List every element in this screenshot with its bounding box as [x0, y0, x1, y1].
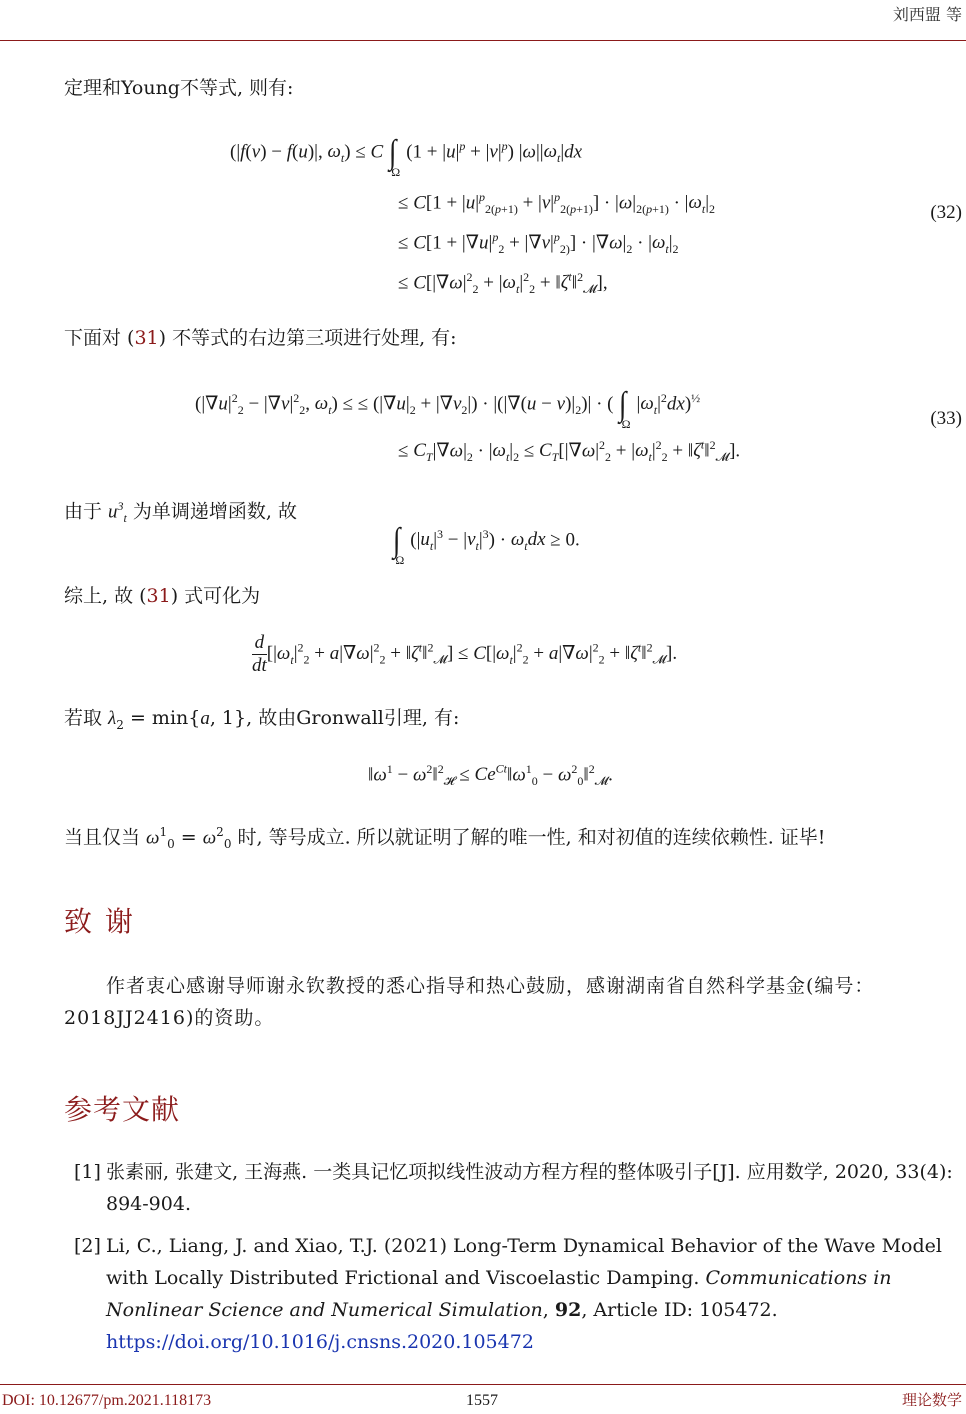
reference-doi-link[interactable]: https://doi.org/10.1016/j.cnsns.2020.105472 — [106, 1331, 534, 1353]
equation-33 — [0, 372, 966, 482]
reference-item-1 — [74, 1156, 964, 1220]
equation-gronwall: $‖\omega^1$ − $\omega^2‖^2_𝓗$ ≤ $Ce^{Ct}‖\omega^1_0$ − $\omega^2_0‖^2_𝓜$. — [368, 762, 613, 789]
eq32-line-4: ≤ $C[|\nabla\omega|^2_2 + |\omega_t|^2_2$ + $‖\zeta^t‖^2_𝓜$], — [398, 270, 608, 297]
ref-31-link-2[interactable]: 31 — [146, 585, 171, 607]
ack-text: 作者衷心感谢导师谢永钦教授的悉心指导和热心鼓励，感谢湖南省自然科学基金(编号：2018JJ2416)的资助。 — [64, 975, 875, 1029]
paragraph-monotone: 由于 $u^3_t$ 为单调递增函数, 故 — [64, 499, 298, 526]
reference-text: 张素丽, 张建文, 王海燕. 一类具记忆项拟线性波动方程方程的整体吸引子[J]. 应用数学, 2020, 33(4): 894-904. — [106, 1161, 953, 1215]
footer-journal: 理论数学 — [901, 1391, 962, 1409]
eq33-number: (33) — [930, 408, 962, 429]
paragraph-eq33-intro: 下面对 (31) 不等式的右边第三项进行处理, 有: — [64, 327, 457, 349]
reference-text: Li, C., Liang, J. and Xiao, T.J. (2021) Long-Term Dynamical Behavior of the Wave Model with Locally Distributed Frictional and Viscoelastic Damping. Communications in Nonlinear Science and Numerical Simulation, 92, Article ID: 105472. https://doi.org/10.1016/j.cnsns.2020.105472 — [106, 1235, 942, 1353]
paragraph-gronwall: 若取 $\lambda_2 = \min\{a$, 1}, 故由Gronwall引理, 有: — [64, 707, 460, 732]
header-rule — [0, 40, 966, 41]
footer-rule — [0, 1384, 966, 1385]
reference-volume: 92 — [554, 1299, 582, 1321]
intro-line: 定理和Young不等式, 则有: — [64, 77, 294, 99]
equation-monotone: $\int_\Omega(|u_t|^3 - |v_t|^3) \cdot \omega_tdx \ge 0$. — [392, 522, 580, 568]
paragraph-summary: 综上, 故 (31) 式可化为 — [64, 585, 261, 607]
reference-item-2 — [74, 1230, 964, 1358]
reference-number: [1] — [74, 1161, 101, 1183]
references-heading: 参考文献 — [64, 1093, 181, 1126]
reference-journal: Communications in Nonlinear Science and Numerical Simulation — [106, 1267, 892, 1321]
eq32-line-2: ≤ $C[1 + |u|^p_{2(p+1)} + |v|^p_{2(p+1)}] \cdot |\omega|_{2(p+1)} \cdot |\omega_t|_2$ — [398, 190, 716, 217]
ack-heading: 致 谢 — [64, 905, 135, 938]
footer-page-number: 1557 — [466, 1392, 498, 1409]
equation-32 — [0, 124, 966, 304]
eq32-number: (32) — [930, 202, 962, 223]
reference-number: [2] — [74, 1235, 101, 1257]
eq32-line-3: ≤ $C[1 + |\nabla u|^p_2 + |\nabla v|^p_{2)}] \cdot |\nabla\omega|_2 \cdot |\omega_t|_2$ — [398, 230, 679, 257]
equation-summary: $\frac{d}{dt}$ [$|\omega_t|^2_2 + a|\nabla\omega|^2_2$ + $‖\zeta^t‖^2_𝓜] \le C[|\omega_t|^2_2 + a|\nabla\omega|^2_2$ + $‖\zeta^t‖^2_𝓜$]. — [252, 632, 678, 676]
eq33-line-2: ≤ $C_T|\nabla\omega|_2 \cdot |\omega_t|_2 \le C_T[|\nabla\omega|^2_2 + |\omega_t|^2_2$ + $‖\zeta^t‖^2_𝓜$]. — [398, 438, 741, 465]
ref-31-link[interactable]: 31 — [134, 327, 159, 349]
eq33-line-1: ($|\nabla u|^2_2 - |\nabla v|^2_2$, $\omega_t$) ≤ ≤ $(|\nabla u|_2 + |\nabla v_2|) \cdot |(|\nabla(u - v)|_2)|$ · ( $\int_\Omega|\omega_t|^2dx)^{\frac{1}{2}}$ — [195, 386, 701, 432]
running-header-author: 刘西盟 等 — [892, 5, 962, 24]
footer-doi-link[interactable]: DOI: 10.12677/pm.2021.118173 — [2, 1392, 212, 1409]
eq32-line-1: (|f(v) − f(u)|, $\omega_t) \le C$ $\int_\Omega(1 + |u|^p + |v|^p)$ $|\omega||\omega_t|dx$ — [230, 134, 583, 180]
paragraph-conclusion: 当且仅当 $\omega^1_0 = \omega^2_0$ 时, 等号成立. 所以就证明了解的唯一性, 和对初值的连续依赖性. 证毕! — [64, 825, 826, 852]
